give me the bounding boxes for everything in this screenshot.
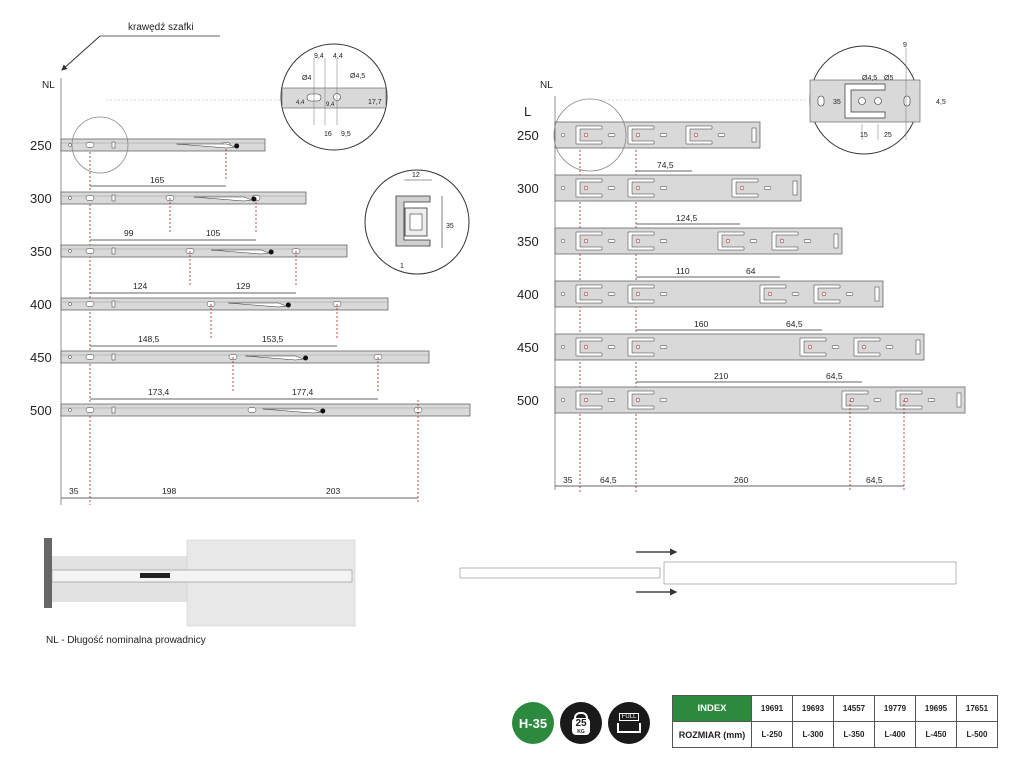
load-value: 25: [575, 717, 587, 729]
bottom-dim-35: 35: [69, 486, 79, 496]
detail-dim-d4: Ø4: [302, 75, 312, 82]
index-code: 17651: [957, 696, 998, 722]
size-label-500: 500: [30, 403, 52, 418]
nl-label-right: NL: [540, 80, 553, 91]
rail: [61, 245, 347, 287]
size-header: ROZMIAR (mm): [673, 722, 752, 748]
load-unit: KG: [577, 728, 585, 735]
profile-dim-12: 12: [412, 172, 420, 179]
rail-inner-extended: [664, 562, 956, 584]
size-label-400: 400: [30, 297, 52, 312]
cabinet-side: [44, 538, 52, 608]
rail: [61, 351, 429, 393]
rail-latch: [140, 573, 170, 578]
index-row: [673, 696, 998, 722]
detail-r-dim-d4-5: Ø4,5: [862, 75, 878, 82]
dim-129: 129: [236, 281, 251, 291]
size-code: L-250: [752, 722, 793, 748]
bottom-dim-r-64-5b: 64,5: [866, 475, 883, 485]
extended-rail-view: [460, 552, 956, 592]
dim-165: 165: [150, 175, 165, 185]
index-table: [672, 695, 998, 748]
rail: [555, 334, 924, 360]
detail-dim-d4-5: Ø4,5: [350, 73, 366, 80]
size-label-r-350: 350: [517, 234, 539, 249]
dim-177-4: 177,4: [292, 387, 314, 397]
dim-r-64-5a: 64,5: [786, 319, 803, 329]
size-code: L-450: [916, 722, 957, 748]
index-header: INDEX: [673, 696, 752, 722]
detail-dim-17-7: 17,7: [368, 99, 382, 106]
size-code: L-350: [834, 722, 875, 748]
extension-label: FULL: [619, 713, 640, 721]
size-code: L-300: [793, 722, 834, 748]
detail-dim-9-5: 9,5: [341, 131, 351, 138]
detail-r-dim-d5: Ø5: [884, 75, 894, 82]
dim-148-5: 148,5: [138, 334, 160, 344]
size-label-450: 450: [30, 350, 52, 365]
size-row: [673, 722, 998, 748]
height-badge: [512, 702, 554, 744]
size-label-250: 250: [30, 138, 52, 153]
detail-r-dim-4-5: 4,5: [936, 99, 946, 106]
size-label-r-250: 250: [517, 128, 539, 143]
size-label-r-300: 300: [517, 181, 539, 196]
detail-dim-9-4: 9,4: [314, 53, 324, 60]
dim-153-5: 153,5: [262, 334, 284, 344]
rail: [555, 175, 801, 201]
dim-124: 124: [133, 281, 148, 291]
bottom-dim-r-260: 260: [734, 475, 749, 485]
size-label-300: 300: [30, 191, 52, 206]
rail: [555, 122, 760, 148]
detail-r-dim-25: 25: [884, 132, 892, 139]
installed-rail: [52, 570, 352, 582]
size-label-r-500: 500: [517, 393, 539, 408]
index-code: 19691: [752, 696, 793, 722]
dim-99: 99: [124, 228, 134, 238]
bottom-dim-203: 203: [326, 486, 341, 496]
detail-r-dim-35: 35: [833, 99, 841, 106]
detail-dim-4-4: 4,4: [333, 53, 343, 60]
cabinet-edge-arrow: [62, 36, 100, 70]
detail-dim-4-4b: 4,4: [296, 100, 305, 106]
profile-cross-section: [365, 170, 469, 274]
installed-view: [44, 538, 355, 626]
height-badge-label: H-35: [518, 715, 548, 731]
rail-outer: [460, 568, 660, 578]
bottom-dim-r-64-5a: 64,5: [600, 475, 617, 485]
rail: [61, 298, 388, 340]
detail-r-dim-9: 9: [903, 42, 907, 49]
extension-badge: [608, 702, 650, 744]
size-label-r-450: 450: [517, 340, 539, 355]
size-label-r-400: 400: [517, 287, 539, 302]
index-code: 19779: [875, 696, 916, 722]
hole-detail-magnifier: [281, 44, 387, 150]
load-badge: [560, 702, 602, 744]
rail: [61, 192, 306, 234]
profile-dim-35: 35: [446, 223, 454, 230]
bracket-detail-magnifier: [810, 42, 946, 154]
profile-dim-1: 1: [400, 263, 404, 270]
detail-dim-16: 16: [324, 131, 332, 138]
l-label-right: L: [524, 104, 532, 119]
bottom-dim-198: 198: [162, 486, 177, 496]
rail: [555, 281, 883, 307]
size-code: L-400: [875, 722, 916, 748]
detail-r-dim-15: 15: [860, 132, 868, 139]
cabinet-edge-label: krawędź szafki: [128, 22, 194, 33]
bottom-dim-r-35: 35: [563, 475, 573, 485]
dim-r-160: 160: [694, 319, 709, 329]
index-code: 14557: [834, 696, 875, 722]
dim-r-210: 210: [714, 371, 729, 381]
dim-r-110: 110: [676, 266, 690, 276]
right-rails: [555, 122, 965, 413]
right-panel: [517, 42, 965, 492]
dim-r-124-5: 124,5: [676, 213, 698, 223]
size-code: L-500: [957, 722, 998, 748]
rail: [555, 387, 965, 413]
drawer-panel: [187, 540, 355, 626]
dim-105: 105: [206, 228, 221, 238]
detail-dim-9-4b: 9,4: [326, 102, 335, 108]
dim-r-64-5b: 64,5: [826, 371, 843, 381]
index-code: 19693: [793, 696, 834, 722]
left-panel: [30, 22, 470, 505]
dim-r-64: 64: [746, 266, 756, 276]
rail: [555, 228, 842, 254]
size-label-350: 350: [30, 244, 52, 259]
index-code: 19695: [916, 696, 957, 722]
drawer-icon: [617, 723, 641, 733]
footnote: NL - Długość nominalna prowadnicy: [46, 635, 206, 646]
rail: [61, 404, 470, 416]
nl-label-left: NL: [42, 80, 55, 91]
dim-r-74-5: 74,5: [657, 160, 674, 170]
dim-173-4: 173,4: [148, 387, 170, 397]
